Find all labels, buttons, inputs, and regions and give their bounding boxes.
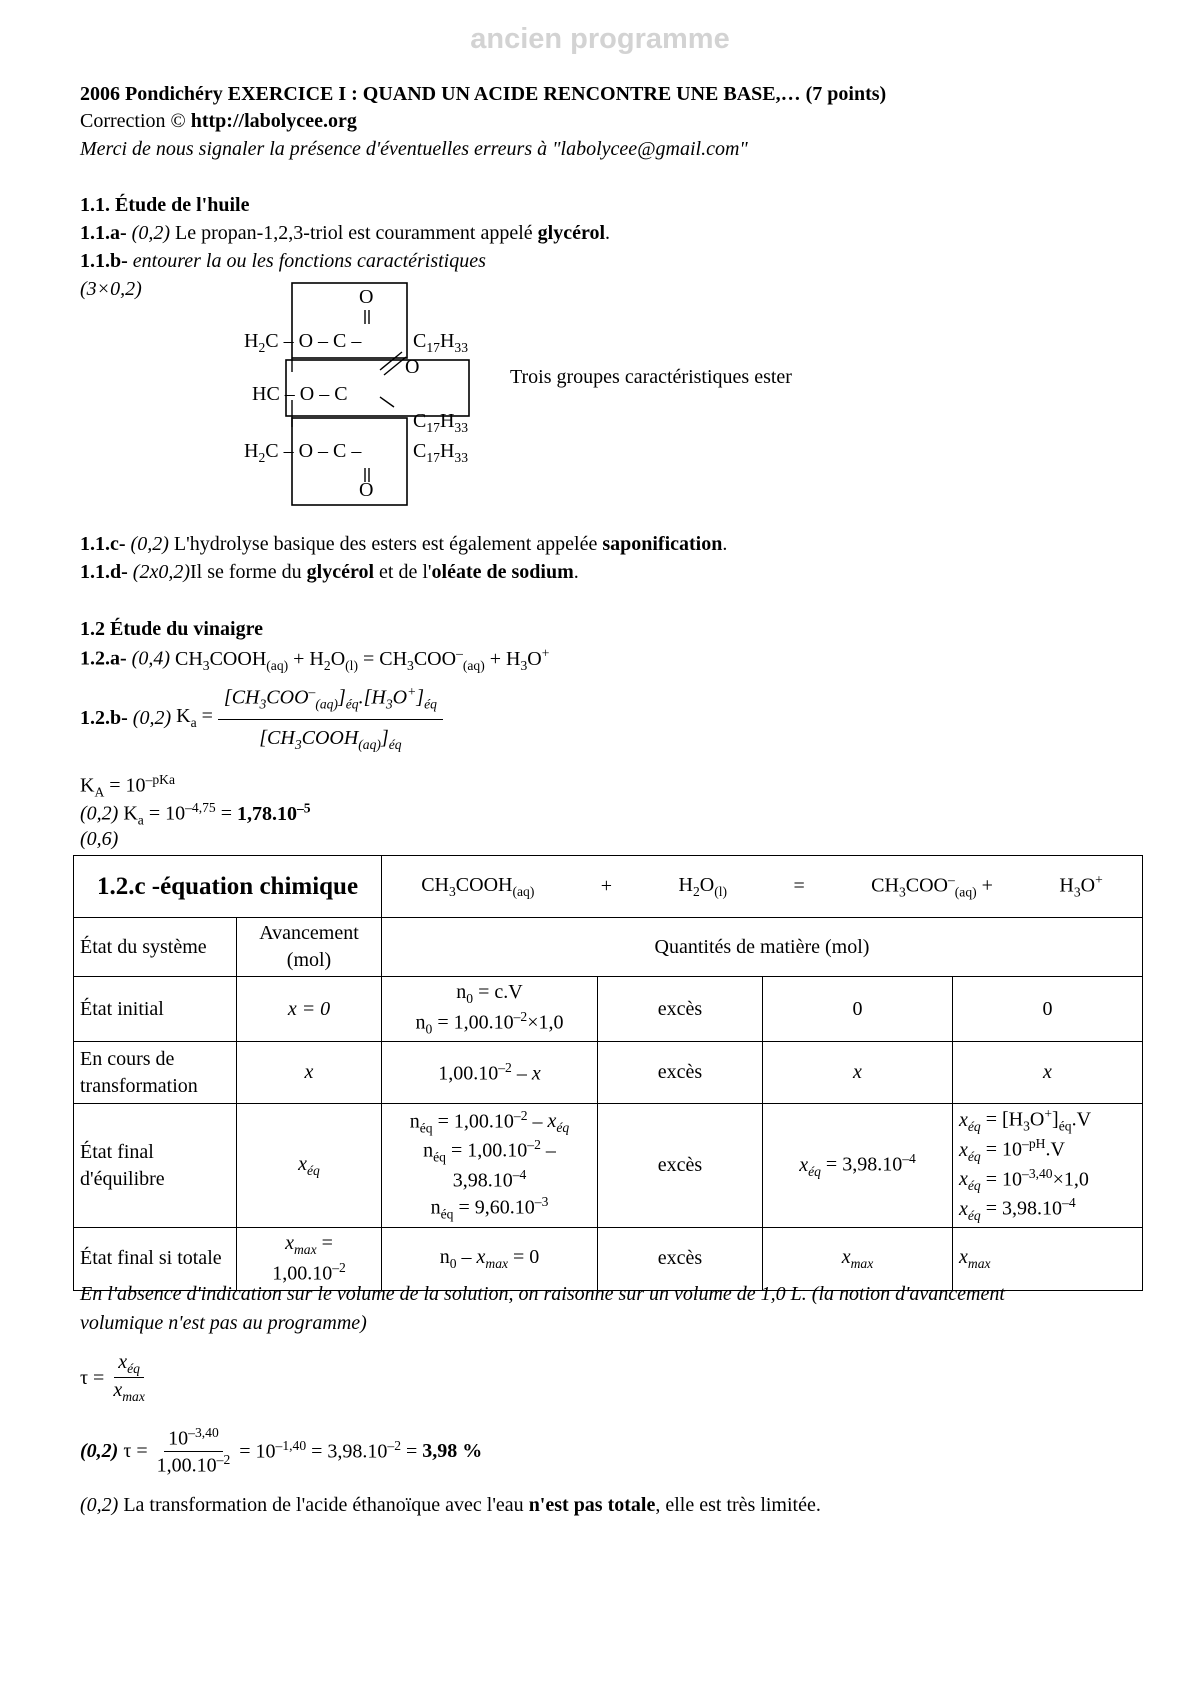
table-row xyxy=(74,856,1143,918)
cell-base: $x_{éq} = 3,98.10^{-4}$ xyxy=(763,1104,953,1228)
conclusion-keyword: n'est pas totale xyxy=(528,1494,656,1516)
cell-acid: $1,00.10^{-2}$ – x xyxy=(382,1042,598,1104)
points: (0,4) xyxy=(131,647,170,670)
row1-chain: $C_{17}H_{33}$ xyxy=(413,330,468,355)
points: (0,2) xyxy=(80,1440,119,1463)
cell-etat: État final si totale xyxy=(74,1227,237,1290)
ka-value: $1,78.10^{-5}$ xyxy=(236,800,311,825)
row3-chain: $C_{17}H_{33}$ xyxy=(413,440,468,465)
answer-number: 1.2.a- xyxy=(80,647,127,670)
cell-etat: État final d'équilibre xyxy=(74,1104,237,1228)
points: (2x0,2) xyxy=(132,561,190,583)
molecule-caption: Trois groupes caractéristiques ester xyxy=(510,366,792,388)
watermark: ancien programme xyxy=(470,23,730,55)
carbonyl-oxygen-mid: O xyxy=(405,356,420,378)
cell-base: $x_{max}$ xyxy=(763,1227,953,1290)
answer-number: 1.1.d- xyxy=(80,561,128,583)
cell-hydronium: $x_{max}$ xyxy=(953,1227,1143,1290)
table-row xyxy=(74,1104,1143,1228)
answer-text: et de l' xyxy=(374,561,432,583)
carbonyl-oxygen-bottom: O xyxy=(359,479,374,501)
points: (0,2) xyxy=(130,533,169,555)
answer-keyword: glycérol xyxy=(537,222,606,244)
cell-hydronium: x xyxy=(953,1042,1143,1104)
cell-water: excès xyxy=(598,1104,763,1228)
answer-number: 1.1.a- xyxy=(80,222,127,244)
answer-text: entourer la ou les fonctions caractéristiques xyxy=(132,250,486,272)
table-row xyxy=(74,977,1143,1042)
table-points: (0,6) xyxy=(80,828,119,850)
table-row xyxy=(74,918,1143,977)
errors-note: Merci de nous signaler la présence d'éventuelles erreurs à "labolycee@gmail.com" xyxy=(80,138,748,160)
answer-end: . xyxy=(605,222,611,244)
ka-value-line: (0,2) $K_a = 10^{-4,75} = 1,78.10^{-5}$ xyxy=(80,800,311,828)
cell-hydronium: 0 xyxy=(953,977,1143,1042)
advancement-table xyxy=(73,855,1143,1291)
row1-glycerol: $H_2C$ – O – C – xyxy=(244,330,362,355)
answer-end: . xyxy=(573,561,579,583)
answer-text: Il se forme du xyxy=(190,561,307,583)
answer-1-2-b xyxy=(80,673,443,763)
volume-note: En l'absence d'indication sur le volume de la solution, on raisonne sur un volume de 1,0 L. (la notion d'avancement volumique n'est pas au programme) xyxy=(80,1283,1005,1334)
cell-avancement: x xyxy=(237,1042,382,1104)
section-1-2-heading: 1.2 Étude du vinaigre xyxy=(80,618,263,640)
answer-1-1-d xyxy=(80,560,579,584)
ka-definition: $K_A = 10^{-pKa}$ xyxy=(80,772,176,800)
cell-avancement: $x_{éq}$ xyxy=(237,1104,382,1228)
answer-end: . xyxy=(722,533,728,555)
conclusion-text: La transformation de l'acide éthanoïque avec l'eau xyxy=(118,1494,529,1516)
answer-1-1-b xyxy=(80,249,486,273)
tau-calculation: (0,2) τ = $\frac{10^{-3,40}}{1,00.10^{-2}}$ = $10^{-1,40} = 3,98.10^{-2}$ = 3,98 % xyxy=(80,1425,483,1477)
section-1-1-heading: 1.1. Étude de l'huile xyxy=(80,194,250,216)
cell-water: excès xyxy=(598,977,763,1042)
correction-line xyxy=(80,109,357,133)
points: (0,2) xyxy=(80,802,119,825)
answer-number: 1.1.b- xyxy=(80,250,128,272)
table-row xyxy=(74,1042,1143,1104)
tau-result: 3,98 % xyxy=(422,1440,483,1463)
row2-chain: $C_{17}H_{33}$ xyxy=(413,410,468,435)
ka-denominator: $[CH_3COOH_{(aq)}]_{éq}$ xyxy=(259,727,402,753)
cell-etat: En cours de transformation xyxy=(74,1042,237,1104)
table-title: 1.2.c -équation chimique xyxy=(74,856,382,918)
carbonyl-oxygen-top: O xyxy=(359,286,374,308)
exercise-title: 2006 Pondichéry EXERCICE I : QUAND UN ACIDE RENCONTRE UNE BASE,… (7 points) xyxy=(80,83,887,105)
points: (0,2) xyxy=(132,707,172,729)
cell-acid: $n_0 - x_{max} = 0$ xyxy=(382,1227,598,1290)
answer-text: L'hydrolyse basique des esters est également appelée xyxy=(168,533,603,555)
answer-1-2-a xyxy=(80,645,549,674)
ka-symbol: $K_a$ = xyxy=(176,705,218,731)
reaction-equation: $CH_3COOH_{(aq)}$ + $H_2O_{(l)}$ = $CH_3COO^-_{(aq)}$ + $H_3O^+$ xyxy=(382,856,1143,918)
cell-hydronium: $x_{éq} = [H_3O^+]_{éq}.V$ $x_{éq} = 10^{-pH}.V$ $x_{éq} = 10^{-3,40}\times 1,0$ $x_{éq} = 3,98.10^{-4}$ xyxy=(953,1104,1143,1228)
answer-keyword: glycérol xyxy=(306,561,375,583)
header-etat: État du système xyxy=(74,918,237,977)
cell-avancement: $x_{max}$ = $1,00.10^{-2}$ xyxy=(237,1227,382,1290)
correction-label: Correction © xyxy=(80,110,191,132)
answer-text: Le propan-1,2,3-triol est couramment appelé xyxy=(170,222,538,244)
answer-keyword: saponification xyxy=(602,533,723,555)
header-avancement: Avancement (mol) xyxy=(237,918,382,977)
conclusion xyxy=(80,1493,821,1517)
cell-water: excès xyxy=(598,1042,763,1104)
row2-glycerol: HC – O – C xyxy=(252,383,348,405)
acid-dissociation-equation: $CH_3COOH_{(aq)} + H_2O_{(l)} = CH_3COO^-_{(aq)} + H_3O^+$ xyxy=(175,645,550,673)
tau-definition: τ = $\frac{x_{éq}}{x_{max}}$ xyxy=(80,1351,145,1405)
answer-number: 1.2.b- xyxy=(80,707,128,729)
header-quantites: Quantités de matière (mol) xyxy=(382,918,1143,977)
points: (0,2) xyxy=(80,1494,119,1516)
ka-numerator: $[CH_3COO^-_{(aq)}]_{éq}.[H_3O^+]_{éq}$ xyxy=(218,682,443,720)
cell-base: x xyxy=(763,1042,953,1104)
answer-number: 1.1.c- xyxy=(80,533,126,555)
points: (0,2) xyxy=(131,222,170,244)
ka-expression xyxy=(218,682,443,753)
cell-etat: État initial xyxy=(74,977,237,1042)
conclusion-end: , elle est très limitée. xyxy=(655,1494,821,1516)
answer-1-1-a xyxy=(80,221,610,245)
cell-acid: $n_0 = c.V$ $n_0 = 1,00.10^{-2}\times 1,0$ xyxy=(382,977,598,1042)
row3-glycerol: $H_2C$ – O – C – xyxy=(244,440,362,465)
cell-avancement: x = 0 xyxy=(237,977,382,1042)
answer-1-1-c xyxy=(80,532,727,556)
triglyceride-structure xyxy=(244,282,542,508)
cell-base: 0 xyxy=(763,977,953,1042)
answer-keyword: oléate de sodium xyxy=(431,561,574,583)
cell-water: excès xyxy=(598,1227,763,1290)
points-1-1-b: (3×0,2) xyxy=(80,278,142,300)
cell-acid: $n_{éq} = 1,00.10^{-2} - x_{éq}$ $n_{éq} = 1,00.10^{-2}$ – $3,98.10^{-4}$ $n_{éq} = 9,60.10^{-3}$ xyxy=(382,1104,598,1228)
correction-link[interactable]: http://labolycee.org xyxy=(190,110,357,132)
